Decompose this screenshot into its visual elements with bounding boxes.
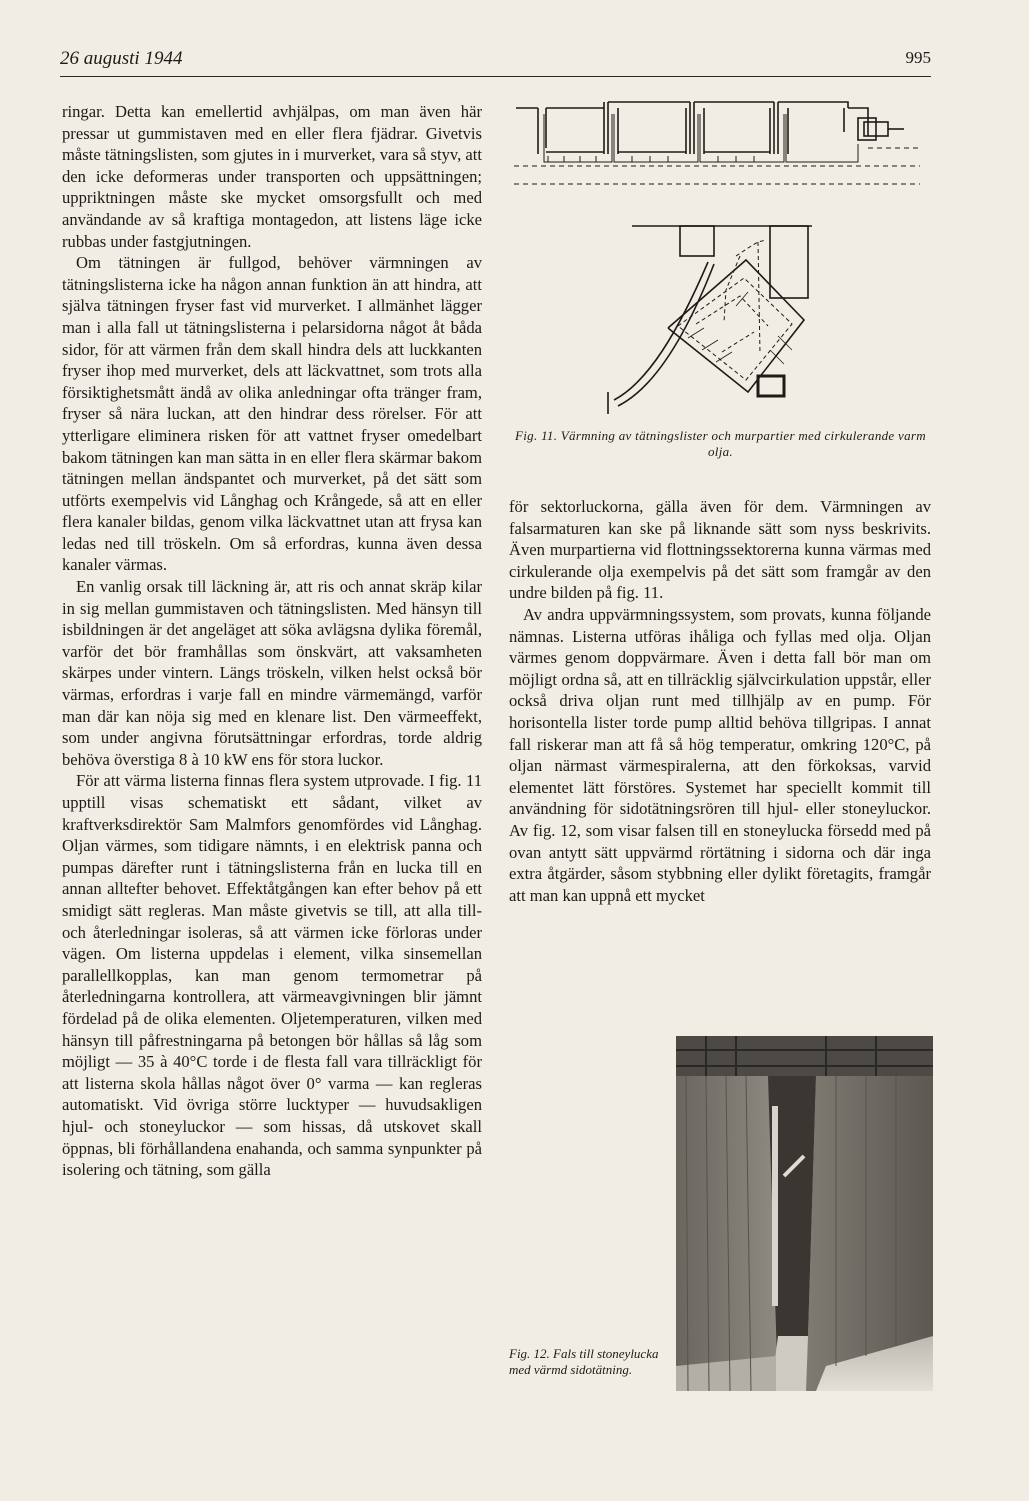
figure-12-caption: Fig. 12. Fals till stoneylucka med värmd sidotätning. [509,1346,659,1377]
right-text-column [509,496,931,906]
header-date: 26 augusti 1944 [60,48,183,69]
left-text-column [62,101,482,1181]
paragraph: Av andra uppvärmningssystem, som provats, kunna följande nämnas. Listerna utföras ihåliga och fyllas med olja. Oljan värmes genom doppvärmare. Även i detta fall bör man om möjligt ordna så, att en tillräcklig självcirkulation uppstår, eller också driva oljan runt med tillhjälp av en pump. För horisontella lister torde pump alltid behöva tillgripas. I annat fall riskerar man att få så hög temperatur, omkring 120°C, på oljan närmast värmespiralerna, att den förkoksas, varvid elementet lätt förstöres. Systemet har speciellt kommit till användning för sidotätningsrören till hjul- eller stoneyluckor. Av fig. 12, som visar falsen till en stoneylucka försedd med på ovan antytt sätt uppvärmd rörtätning i sidorna och där inga extra åtgärder, såsom stybbning eller dylikt företagits, framgår att man kan uppnå ett mycket [509,604,931,905]
figure-11-caption: Fig. 11. Värmning av tätningslister och murpartier med cirkulerande varm olja. [515,428,926,459]
paragraph: för sektorluckorna, gälla även för dem. Värmningen av falsarmaturen kan ske på liknande sätt som nyss beskrivits. Även murpartierna vid flottningssektorerna kunna värmas med cirkulerande olja exempelvis på det sätt som framgår av den undre bilden på fig. 11. [509,497,931,603]
figure-12-photo [676,1036,933,1391]
page-header [60,44,931,77]
paragraph: För att värma listerna finnas flera system utprovade. I fig. 11 upptill visas schematiskt ett sådant, vilket av kraftverksdirektör Sam Malmfors genomfördes vid Långhag. Oljan värmes, som tidigare nämnts, i en elektrisk panna och pumpas därefter runt i tätningslisterna från en lucka till en annan alltefter behovet. Effektåtgången kan efter behov på ett smidigt sätt regleras. Man måste givetvis se till, att alla till- och återledningar isoleras, så att värmen icke förloras under vägen. Om listerna uppdelas i element, vilka sinsemellan parallellkopplas, kan man genom termometrar på återledningarna kontrollera, att värmeavgivningen blir jämnt fördelad på de olika elementen. Oljetemperaturen, vilken med hänsyn till påfrestningarna på betongen bör hållas så låg som möjligt — 35 à 40°C torde i de flesta fall vara tillräckligt för att listerna skola hållas något över 0° varma — kan regleras automatiskt. Vid övriga större lucktyper — huvudsakligen hjul- och stoneyluckor — som hissas, då utskovet skall öppnas, bli förhållandena enahanda, och samma synpunkter på isolering och tätning, som gälla [62,771,482,1180]
page-number: 995 [905,48,931,67]
paragraph: En vanlig orsak till läckning är, att ris och annat skräp kilar in sig mellan gummistaven och tätningslisten. Med hänsyn till isbildningen är det angeläget att söka avlägsna dylika föremål, varför det bör framhållas som önskvärt, att vaksamheten skärpes under vintern. Längs tröskeln, vilken helst också bör värmas, erfordras i varje fall en mindre värmemängd, varför man där kan nöja sig med en klenare list. Den värmeeffekt, som under angivna förutsättningar erfordras, torde aldrig behöva överstiga 8 à 10 kW ens för stora luckor. [62,577,482,769]
figure-11-diagram [508,92,933,422]
paragraph: ringar. Detta kan emellertid avhjälpas, om man även här pressar ut gummistaven med en eller flera fjädrar. Givetvis måste tätningslisten, som gjutes in i murverket, vara så styv, att den icke deformeras under transporten och uppsättningen; uppriktningen måste ske mycket omsorgsfullt och med användande av så kraftiga montagedon, att listens läge icke rubbas under fastgjutningen. [62,102,482,251]
paragraph: Om tätningen är fullgod, behöver värmningen av tätningslisterna icke ha någon annan funktion än att hindra, att själva tätningen fryser fast vid murverket. I allmänhet lägger man i alla fall ut tätningslisterna i pelarsidorna något åt båda sidor, för att värmen från dem skall hindra dels att luckkanten fryser ihop med murverket, dels att läckvattnet, som trots alla försiktighetsmått ändå av olika anledningar ofta tränger fram, fryser så nära luckan, att den hindrar dess rörelser. För att ytterligare eliminera risken för att vattnet fryser omedelbart bakom tätningen kan man sätta in en eller flera skärmar bakom tätningen mellan ändspantet och murverket, på det sätt som utförts exempelvis vid Långhag och Krångede, så att en eller flera kanaler bildas, genom vilka läckvattnet utan att frysa kan ledas ned till tröskeln. Om så erfordras, kunna även dessa kanaler värmas. [62,253,482,575]
